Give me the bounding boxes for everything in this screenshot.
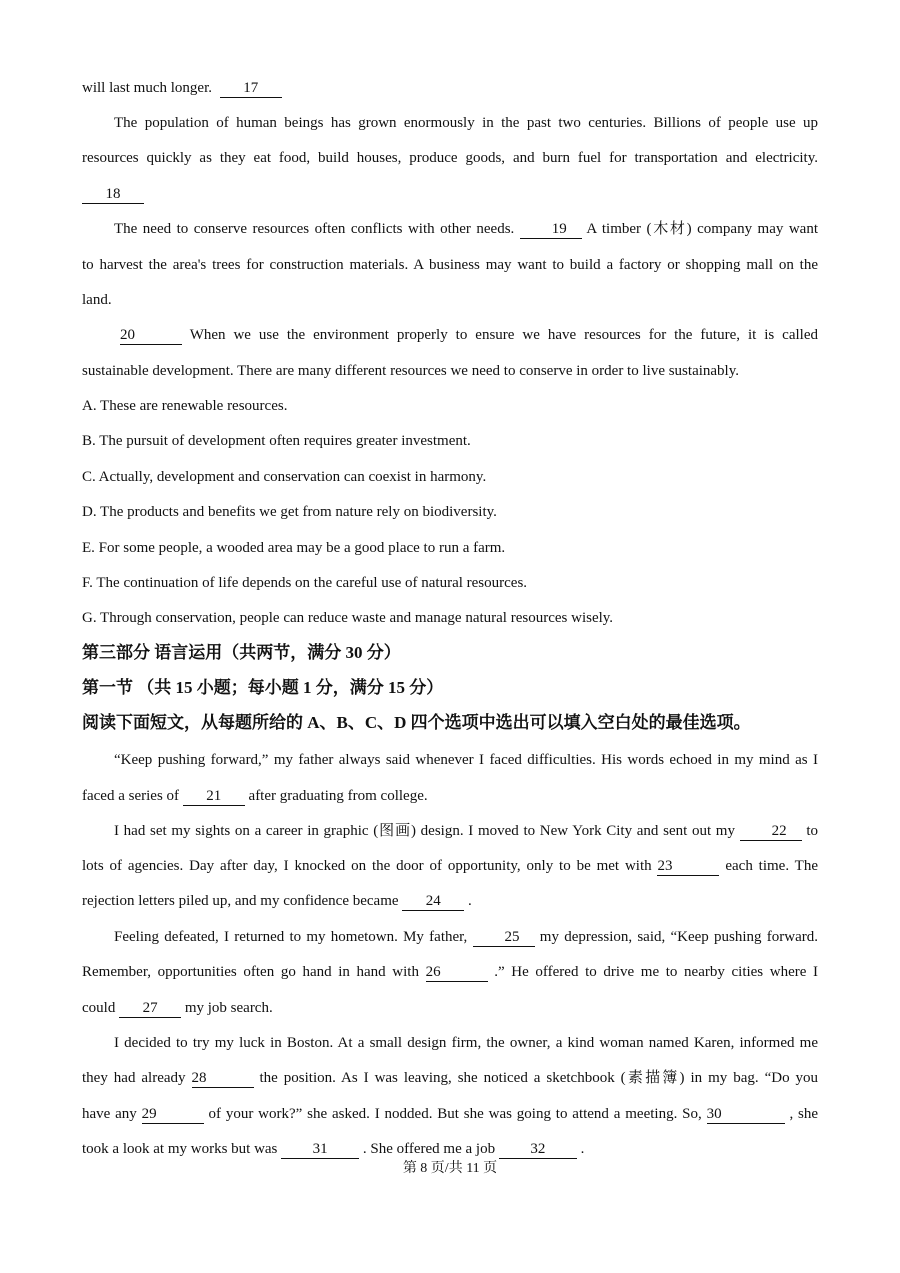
- answer-blank-21: 21: [183, 788, 245, 806]
- answer-blank-20: 20: [120, 327, 182, 345]
- answer-blank-31: 31: [281, 1141, 359, 1159]
- cloze-line: have any 29 of your work?” she asked. I nodded. But she was going to attend a meeting. So, 30 , she: [82, 1106, 819, 1122]
- answer-blank-18: 18: [82, 186, 144, 204]
- cloze-line: “Keep pushing forward,” my father always said whenever I faced difficulties. His words echoed in my mind as I: [114, 752, 818, 768]
- passage-line: to harvest the area's trees for construction materials. A business may want to build a factory or shopping mall on the: [82, 257, 818, 273]
- passage-line: The need to conserve resources often conflicts with other needs. 19 A timber (木材) company may want: [114, 221, 818, 237]
- answer-blank-23: 23: [657, 858, 719, 876]
- option-f: F. The continuation of life depends on the careful use of natural resources.: [82, 575, 528, 591]
- passage-line: 20 When we use the environment properly to ensure we have resources for the future, it is called: [120, 327, 818, 343]
- passage-line: land.: [82, 292, 112, 308]
- option-d: D. The products and benefits we get from nature rely on biodiversity.: [82, 504, 497, 520]
- passage-line: The population of human beings has grown enormously in the past two centuries. Billions of people use up: [114, 115, 818, 131]
- answer-blank-32: 32: [499, 1141, 577, 1159]
- cloze-line: I had set my sights on a career in graphic (图画) design. I moved to New York City and sent out my 22 to: [114, 823, 819, 839]
- answer-blank-22: 22: [740, 823, 802, 841]
- answer-blank-26: 26: [426, 964, 488, 982]
- answer-blank-17: 17: [220, 80, 282, 98]
- answer-blank-24: 24: [402, 893, 464, 911]
- cloze-line: took a look at my works but was 31 . She offered me a job 32 .: [82, 1141, 585, 1157]
- cloze-line: Remember, opportunities often go hand in hand with 26 .” He offered to drive me to nearby cities where I: [82, 964, 819, 980]
- answer-blank-27: 27: [119, 1000, 181, 1018]
- cloze-line: rejection letters piled up, and my confidence became 24 .: [82, 893, 472, 909]
- answer-blank-19: 19: [520, 221, 582, 239]
- cloze-line: could 27 my job search.: [82, 1000, 273, 1016]
- answer-blank-25: 25: [473, 929, 535, 947]
- passage-line: will last much longer. 17: [82, 78, 818, 98]
- section-title: 第一节 （共 15 小题；每小题 1 分，满分 15 分）: [82, 678, 444, 697]
- cloze-line: lots of agencies. Day after day, I knocked on the door of opportunity, only to be met with 23 each time. The: [82, 858, 818, 874]
- cloze-line: I decided to try my luck in Boston. At a small design firm, the owner, a kind woman named Karen, informed me: [114, 1035, 818, 1051]
- passage-line: sustainable development. There are many different resources we need to conserve in order to live sustainably.: [82, 363, 739, 379]
- answer-blank-29: 29: [142, 1106, 204, 1124]
- passage-line: resources quickly as they eat food, build houses, produce goods, and burn fuel for transportation and electricity.: [82, 150, 818, 166]
- cloze-line: Feeling defeated, I returned to my hometown. My father, 25 my depression, said, “Keep pushing forward.: [114, 929, 819, 945]
- cloze-line: they had already 28 the position. As I was leaving, she noticed a sketchbook (素描簿) in my bag. “Do you: [82, 1070, 819, 1086]
- option-c: C. Actually, development and conservation can coexist in harmony.: [82, 469, 487, 485]
- answer-blank-30: 30: [707, 1106, 785, 1124]
- option-e: E. For some people, a wooded area may be a good place to run a farm.: [82, 540, 506, 556]
- part-title: 第三部分 语言运用（共两节，满分 30 分）: [82, 643, 401, 662]
- option-b: B. The pursuit of development often requires greater investment.: [82, 433, 471, 449]
- option-a: A. These are renewable resources.: [82, 398, 288, 414]
- answer-blank-28: 28: [192, 1070, 254, 1088]
- cloze-line: faced a series of 21 after graduating from college.: [82, 788, 428, 804]
- section-instruction: 阅读下面短文，从每题所给的 A、B、C、D 四个选项中选出可以填入空白处的最佳选项。: [82, 713, 751, 732]
- page-footer: 第 8 页/共 11 页: [402, 1161, 498, 1176]
- passage-line: [82, 184, 818, 204]
- option-g: G. Through conservation, people can reduce waste and manage natural resources wisely.: [82, 610, 614, 626]
